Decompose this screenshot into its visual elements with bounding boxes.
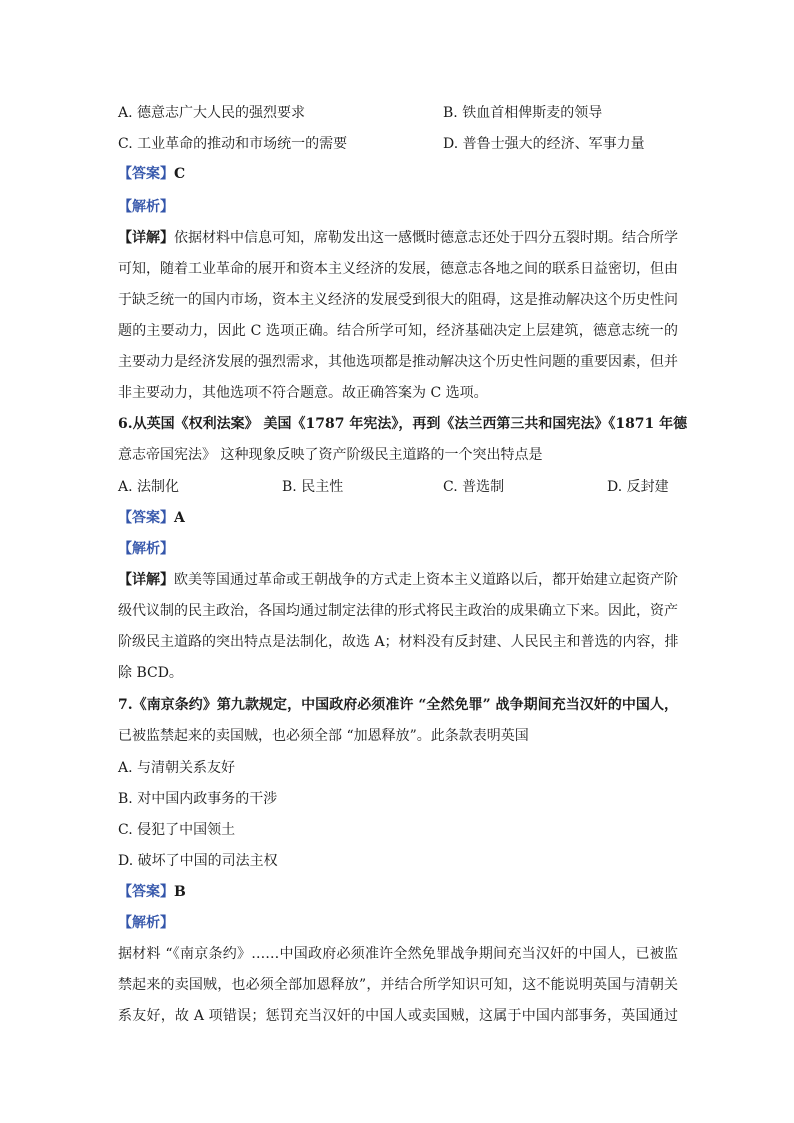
q7-option-d: D. 破坏了中国的司法主权 xyxy=(118,853,278,869)
q6-detail-line: 除 BCD。 xyxy=(118,665,183,681)
q7-analysis-line: 据材料 “《南京条约》……中国政府必须准许全然免罪战争期间充当汉奸的中国人，已被监 xyxy=(118,946,678,962)
q7-option-a: A. 与清朝关系友好 xyxy=(118,760,236,776)
q7-analysis-line: 禁起来的卖国贼，也必须全部加恩释放”，并结合所学知识可知，这不能说明英国与清朝关 xyxy=(118,977,678,993)
q5-detail-line: 可知，随着工业革命的展开和资本主义经济的发展，德意志各地之间的联系日益密切，但由 xyxy=(118,261,678,277)
q6-detail-line: 级代议制的民主政治，各国均通过制定法律的形式将民主政治的成果确立下来。因此，资产 xyxy=(118,603,678,619)
q6-option-c: C. 普选制 xyxy=(443,479,505,495)
q6-analysis-tag: 【解析】 xyxy=(118,541,174,557)
q7-stem-line: 已被监禁起来的卖国贼，也必须全部 “加恩释放”。此条款表明英国 xyxy=(118,728,529,744)
q5-option-d: D. 普鲁士强大的经济、军事力量 xyxy=(443,136,645,152)
q5-answer-line xyxy=(118,165,678,183)
q7-answer-line: 【答案】B xyxy=(118,884,186,900)
detail-tag: 【详解】 xyxy=(118,230,174,246)
q7-analysis-tag: 【解析】 xyxy=(118,915,174,931)
q7-option-c: C. 侵犯了中国领土 xyxy=(118,822,236,838)
q6-detail-line: 阶级民主道路的突出特点是法制化，故选 A；材料没有反封建、人民民主和普选的内容，排 xyxy=(118,634,679,650)
q6-option-a: A. 法制化 xyxy=(118,479,180,495)
q7-option-b: B. 对中国内政事务的干涉 xyxy=(118,791,278,807)
q5-detail-line: 主要动力是经济发展的强烈需求，其他选项都是推动解决这个历史性问题的重要因素，但并 xyxy=(118,354,678,370)
q5-detail-line: 非主要动力，其他选项不符合题意。故正确答案为 C 选项。 xyxy=(118,385,488,401)
q5-analysis-tag: 【解析】 xyxy=(118,199,174,215)
q5-answer: C xyxy=(174,166,186,182)
q6-answer-line: 【答案】A xyxy=(118,510,185,526)
q7-analysis-line: 系友好，故 A 项错误；惩罚充当汉奸的中国人或卖国贼，这属于中国内部事务，英国通过 xyxy=(118,1008,678,1024)
q5-detail-line: 于缺乏统一的国内市场，资本主义经济的发展受到很大的阻碍，这是推动解决这个历史性问 xyxy=(118,292,678,308)
q5-detail-line: 题的主要动力，因此 C 选项正确。结合所学可知，经济基础决定上层建筑，德意志统一的 xyxy=(118,323,678,339)
q5-option-b: B. 铁血首相俾斯麦的领导 xyxy=(443,105,603,121)
q5-option-a: A. 德意志广大人民的强烈要求 xyxy=(118,105,306,121)
q6-option-b: B. 民主性 xyxy=(282,479,344,495)
q7-stem-line: 7.《南京条约》第九款规定，中国政府必须准许 “全然免罪” 战争期间充当汉奸的中国人， xyxy=(118,697,678,713)
q5-option-c: C. 工业革命的推动和市场统一的需要 xyxy=(118,136,348,152)
q6-answer: A xyxy=(174,510,185,526)
q7-answer: B xyxy=(174,884,186,900)
answer-tag: 【答案】 xyxy=(118,166,174,182)
q6-stem-line: 6.从英国《权利法案》 美国《1787 年宪法》，再到《法兰西第三共和国宪法》《1871 年德 xyxy=(118,416,688,432)
q6-detail-line: 【详解】欧美等国通过革命或王朝战争的方式走上资本主义道路以后，都开始建立起资产阶 xyxy=(118,572,678,588)
q6-option-d: D. 反封建 xyxy=(607,479,669,495)
q5-detail-line: 【详解】依据材料中信息可知，席勒发出这一感慨时德意志还处于四分五裂时期。结合所学 xyxy=(118,230,678,246)
q6-stem-line: 意志帝国宪法》 这种现象反映了资产阶级民主道路的一个突出特点是 xyxy=(118,447,543,463)
